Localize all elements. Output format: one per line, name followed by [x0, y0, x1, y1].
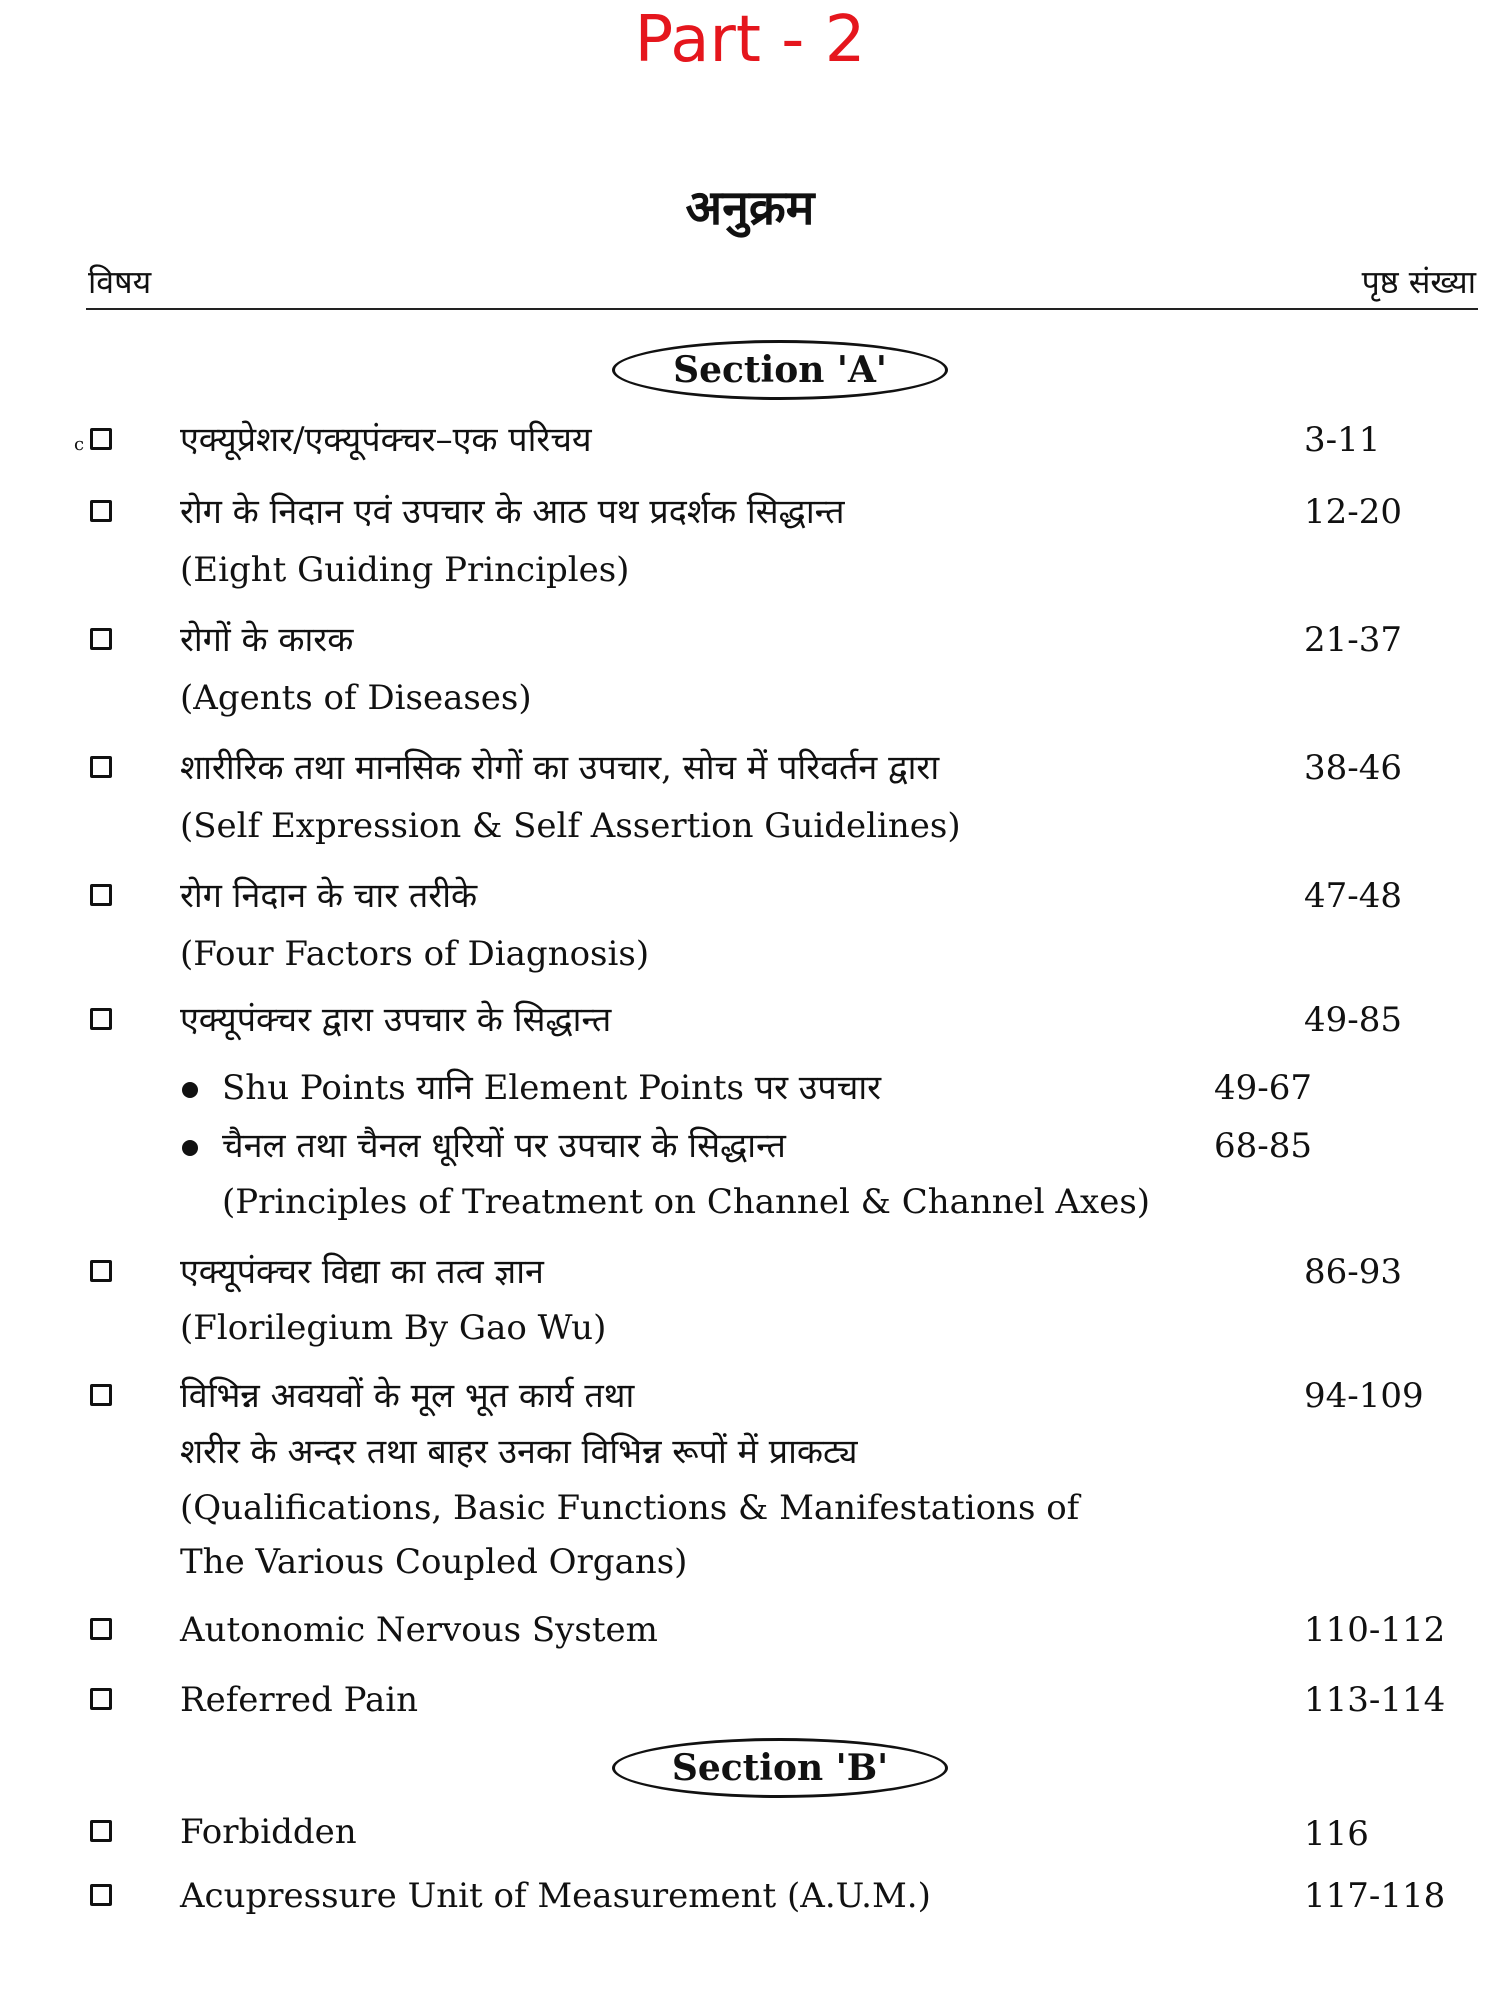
- entry-subtitle: The Various Coupled Organs): [180, 1542, 688, 1582]
- subitem-title: चैनल तथा चैनल धूरियों पर उपचार के सिद्धान्त: [222, 1126, 786, 1166]
- checkbox-icon: [90, 1820, 112, 1842]
- entry-title: रोग निदान के चार तरीके: [180, 876, 478, 916]
- entry-page: 116: [1304, 1814, 1369, 1854]
- entry-subtitle: (Self Expression & Self Assertion Guidelines): [180, 806, 961, 846]
- section-b-badge: Section 'B': [612, 1738, 948, 1798]
- entry-page: 38-46: [1304, 748, 1403, 788]
- subitem-note: (Principles of Treatment on Channel & Channel Axes): [222, 1182, 1151, 1222]
- entry-page: 12-20: [1304, 492, 1403, 532]
- bullet-icon: [182, 1140, 198, 1156]
- entry-title: रोग के निदान एवं उपचार के आठ पथ प्रदर्शक सिद्धान्त: [180, 492, 845, 532]
- section-a-badge: Section 'A': [612, 340, 948, 400]
- entry-title: Forbidden: [180, 1812, 357, 1852]
- entry-title: एक्यूपंक्चर विद्या का तत्व ज्ञान: [180, 1252, 544, 1292]
- subitem-page: 49-67: [1214, 1068, 1313, 1108]
- checkbox-icon: [90, 1688, 112, 1710]
- entry-title: विभिन्न अवयवों के मूल भूत कार्य तथा: [180, 1376, 635, 1416]
- checkbox-icon: [90, 884, 112, 906]
- checkbox-icon: [90, 428, 112, 450]
- entry-page: 47-48: [1304, 876, 1403, 916]
- stray-mark: c: [74, 434, 85, 455]
- column-header-subject: विषय: [88, 263, 152, 301]
- entry-title: एक्यूप्रेशर/एक्यूपंक्चर–एक परिचय: [180, 420, 592, 460]
- subitem-title: Shu Points यानि Element Points पर उपचार: [222, 1068, 882, 1108]
- entry-title: Referred Pain: [180, 1680, 419, 1720]
- checkbox-icon: [90, 1618, 112, 1640]
- entry-page: 21-37: [1304, 620, 1403, 660]
- entry-page: 110-112: [1304, 1610, 1446, 1650]
- toc-title: अनुक्रम: [685, 180, 815, 236]
- part-label: Part - 2: [634, 3, 866, 77]
- checkbox-icon: [90, 1884, 112, 1906]
- entry-page: 113-114: [1304, 1680, 1446, 1720]
- checkbox-icon: [90, 500, 112, 522]
- subitem-page: 68-85: [1214, 1126, 1313, 1166]
- entry-page: 117-118: [1304, 1876, 1446, 1916]
- entry-subtitle: (Qualifications, Basic Functions & Manifestations of: [180, 1488, 1080, 1528]
- entry-page: 94-109: [1304, 1376, 1424, 1416]
- checkbox-icon: [90, 1008, 112, 1030]
- entry-page: 49-85: [1304, 1000, 1403, 1040]
- header-rule: [86, 308, 1478, 310]
- entry-title: रोगों के कारक: [180, 620, 354, 660]
- entry-subtitle: (Eight Guiding Principles): [180, 550, 630, 590]
- column-header-page: पृष्ठ संख्या: [1361, 263, 1476, 301]
- entry-title: शारीरिक तथा मानसिक रोगों का उपचार, सोच में परिवर्तन द्वारा: [180, 748, 940, 788]
- entry-title: एक्यूपंक्चर द्वारा उपचार के सिद्धान्त: [180, 1000, 612, 1040]
- bullet-icon: [182, 1082, 198, 1098]
- entry-page: 3-11: [1304, 420, 1381, 460]
- entry-title: Autonomic Nervous System: [180, 1610, 658, 1650]
- entry-subtitle: (Agents of Diseases): [180, 678, 532, 718]
- entry-subtitle: (Four Factors of Diagnosis): [180, 934, 650, 974]
- entry-subtitle: (Florilegium By Gao Wu): [180, 1308, 607, 1348]
- checkbox-icon: [90, 1260, 112, 1282]
- checkbox-icon: [90, 1384, 112, 1406]
- checkbox-icon: [90, 756, 112, 778]
- entry-title: Acupressure Unit of Measurement (A.U.M.): [180, 1876, 931, 1916]
- entry-page: 86-93: [1304, 1252, 1403, 1292]
- checkbox-icon: [90, 628, 112, 650]
- entry-subtitle: शरीर के अन्दर तथा बाहर उनका विभिन्न रूपों में प्राकट्य: [180, 1432, 858, 1472]
